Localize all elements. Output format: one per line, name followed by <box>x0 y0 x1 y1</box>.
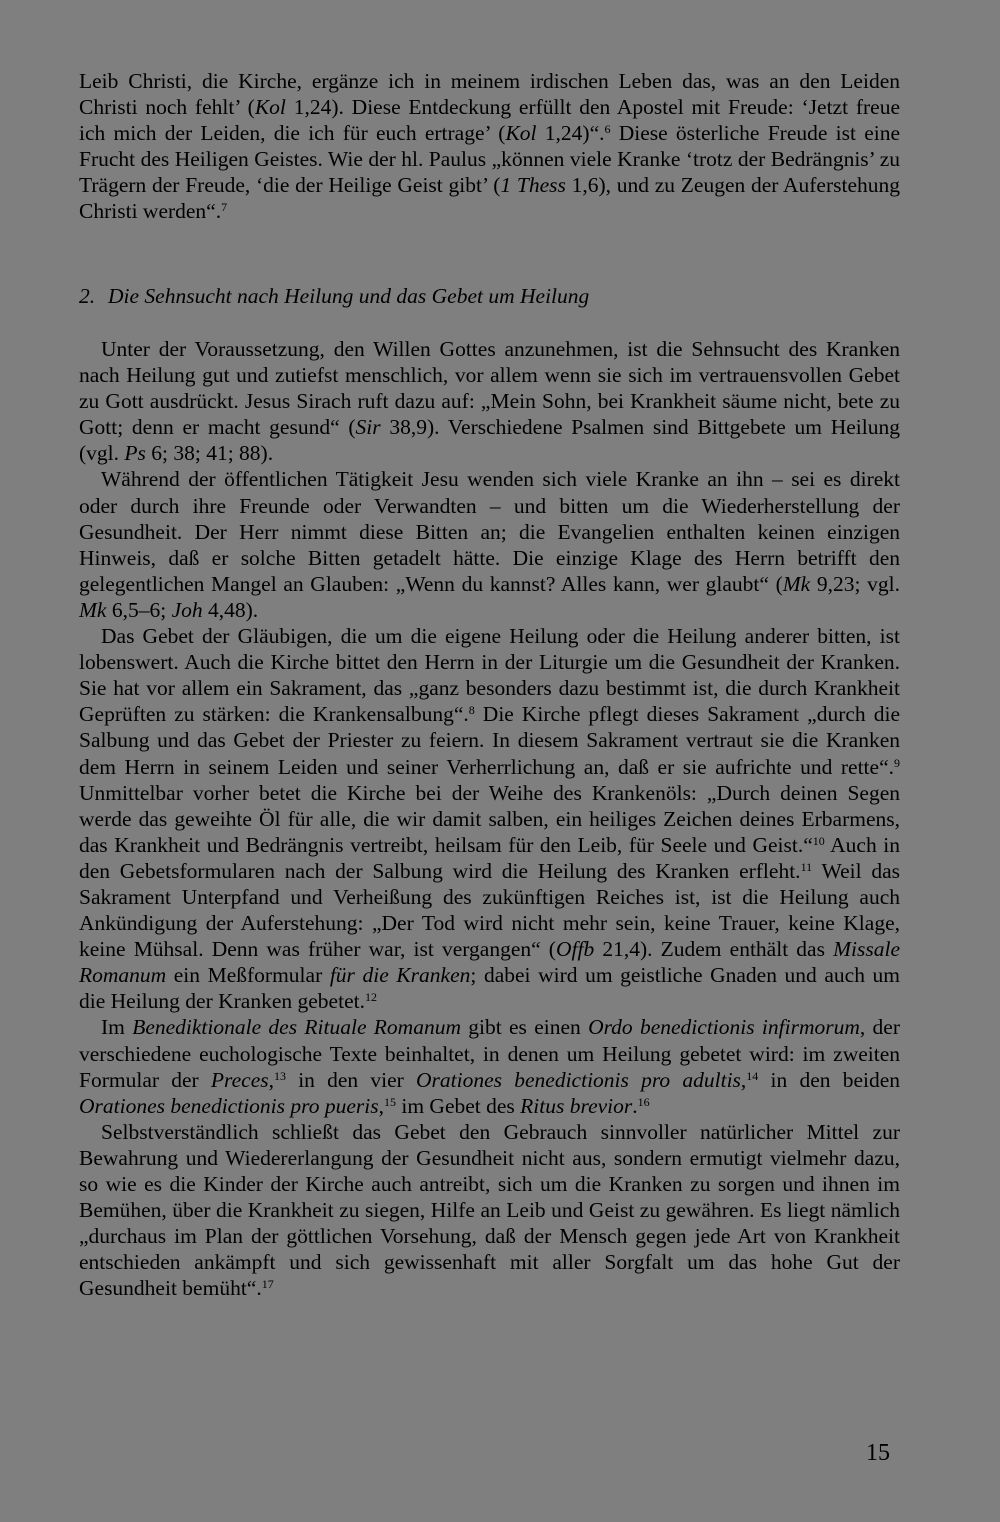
italic-text: Missale Romanum <box>79 937 900 988</box>
section-body <box>79 336 900 1301</box>
page-number: 15 <box>866 1440 890 1466</box>
paragraph: Das Gebet der Gläubigen, die um die eigene Heilung oder die Heilung anderer bitten, ist lobenswert. Auch die Kirche bittet den Herrn in der Liturgie um die Gesundheit der Kranken. Sie hat vor allem ein Sakrament, das „ganz besonders dazu bestimmt ist, die durch Krankheit Geprüften zu stärken: die Krankensalbung“.$^8$ Die Kirche pflegt dieses Sakrament „durch die Salbung und das Gebet der Priester zu feiern. In diesem Sakrament vertraut sie die Kranken dem Herrn in seinem Leiden und seiner Verherrlichung an, daß er sie aufrichte und rette“.$^9$ Unmittelbar vorher betet die Kirche bei der Weihe des Krankenöls: „Durch deinen Segen werde das geweihte Öl für alle, die wir damit salben, ein heiliges Zeichen deines Erbarmens, das Krankheit und Bedrängnis vertreibt, heilsam für den Leib, für Seele und Geist.“$^{10}$ Auch in den Gebetsformularen nach der Salbung wird die Heilung des Kranken erfleht.$^{11}$ Weil das Sakrament Unterpfand und Verheißung des zukünftigen Reiches ist, ist die Heilung auch Ankündigung der Auferstehung: „Der Tod wird nicht mehr sein, keine Trauer, keine Klage, keine Mühsal. Denn was früher war, ist vergangen“ (Offb 21,4). Zudem enthält das Missale Romanum ein Meßformular für die Kranken; dabei wird um geistliche Gnaden und auch um die Heilung der Kranken gebetet.$^{12}$ <box>79 624 900 1014</box>
footnote-ref: 6 <box>604 122 611 136</box>
footnote-ref: 16 <box>637 1094 650 1109</box>
footnote-ref: 11 <box>800 859 813 874</box>
italic-text: Sir <box>355 415 381 440</box>
italic-text: Orationes benedictionis pro pueris <box>79 1093 379 1118</box>
italic-text: für die Kranken <box>329 963 471 988</box>
section-title: Die Sehnsucht nach Heilung und das Gebet um Heilung <box>108 284 590 308</box>
continued-paragraph <box>79 68 900 225</box>
footnote-ref: 9 <box>894 755 900 770</box>
paragraph: Leib Christi, die Kirche, ergänze ich in meinem irdischen Leben das, was an den Leiden Christi noch fehlt’ (Kol 1,24). Diese Entdeckung erfüllt den Apostel mit Freude: ‘Jetzt freue ich mich der Leiden, die ich für euch ertrage’ (Kol 1,24)“.$^6$ Diese österliche Freude ist eine Frucht des Heiligen Geistes. Wie der hl. Paulus „können viele Kranke ‘trotz der Bedrängnis’ zu Trägern der Freude, ‘die der Heilige Geist gibt’ (1 Thess 1,6), und zu Zeugen der Auferstehung Christi werden“.$^7$ <box>79 69 901 224</box>
italic-text: Joh <box>171 597 203 622</box>
italic-text: Mk <box>782 571 811 596</box>
footnote-ref: 8 <box>468 703 475 718</box>
section-number: 2. <box>79 284 96 308</box>
paragraph: Unter der Voraussetzung, den Willen Gottes anzunehmen, ist die Sehnsucht des Kranken nach Heilung gut und zutiefst menschlich, vor allem wenn sie sich im vertrauensvollen Gebet zu Gott ausdrückt. Jesus Sirach ruft dazu auf: „Mein Sohn, bei Krankheit säume nicht, bete zu Gott; denn er macht gesund“ (Sir 38,9). Verschiedene Psalmen sind Bittgebete um Heilung (vgl. Ps 6; 38; 41; 88). <box>79 337 900 466</box>
footnote-ref: 10 <box>812 833 825 848</box>
italic-text: Kol <box>505 121 537 146</box>
section-heading <box>79 283 589 309</box>
footnote-ref: 14 <box>746 1068 759 1083</box>
italic-text: Offb <box>555 937 595 962</box>
paragraph: Im Benediktionale des Rituale Romanum gibt es einen Ordo benedictionis infirmorum, der verschiedene euchologische Texte beinhaltet, in denen um Heilung gebetet wird: im zweiten Formular der Preces,$^{13}$ in den vier Orationes benedictionis pro adultis,$^{14}$ in den beiden Orationes benedictionis pro pueris,$^{15}$ im Gebet des Ritus brevior.$^{16}$ <box>79 1015 901 1118</box>
italic-text: Preces <box>210 1067 269 1092</box>
paragraph: Selbstverständlich schließt das Gebet den Gebrauch sinnvoller natürlicher Mittel zur Bewahrung und Wiedererlangung der Gesundheit nicht aus, sondern ermutigt vielmehr dazu, so wie es die Kinder der Kirche auch antreibt, sich um die Kranken zu sorgen und ihnen im Bemühen, über die Krankheit zu siegen, Hilfe an Leib und Geist zu gewähren. Es liegt nämlich „durchaus im Plan der göttlichen Vorsehung, daß der Mensch gegen jede Art von Krankheit entschieden ankämpft und sich gewissenhaft mit aller Sorgfalt um das hohe Gut der Gesundheit bemüht“.$^{17}$ <box>79 1119 900 1301</box>
italic-text: Mk <box>79 597 107 622</box>
footnote-ref: 12 <box>364 990 377 1005</box>
italic-text: Kol <box>254 95 286 120</box>
footnote-ref: 17 <box>261 1277 274 1292</box>
footnote-ref: 7 <box>221 200 228 215</box>
italic-text: Benediktionale des Rituale Romanum <box>132 1015 461 1040</box>
italic-text: Orationes benedictionis pro adultis <box>416 1067 741 1092</box>
italic-text: Ps <box>124 441 146 466</box>
italic-text: Ritus brevior <box>520 1093 633 1118</box>
paragraph: Während der öffentlichen Tätigkeit Jesu wenden sich viele Kranke an ihn – sei es direkt oder durch ihre Freunde oder Verwandten – und bitten um die Wiederherstellung der Gesundheit. Der Herr nimmt diese Bitten an; die Evangelien enthalten keinen einzigen Hinweis, daß er solche Bitten getadelt hätte. Die einzige Klage des Herrn betrifft den gelegentlichen Mangel an Glauben: „Wenn du kannst? Alles kann, wer glaubt“ (Mk 9,23; vgl. Mk 6,5–6; Joh 4,48). <box>79 467 900 622</box>
italic-text: 1 Thess <box>500 173 566 198</box>
italic-text: Ordo benedictionis infirmorum <box>588 1015 860 1040</box>
footnote-ref: 15 <box>383 1094 396 1109</box>
footnote-ref: 13 <box>273 1068 286 1083</box>
